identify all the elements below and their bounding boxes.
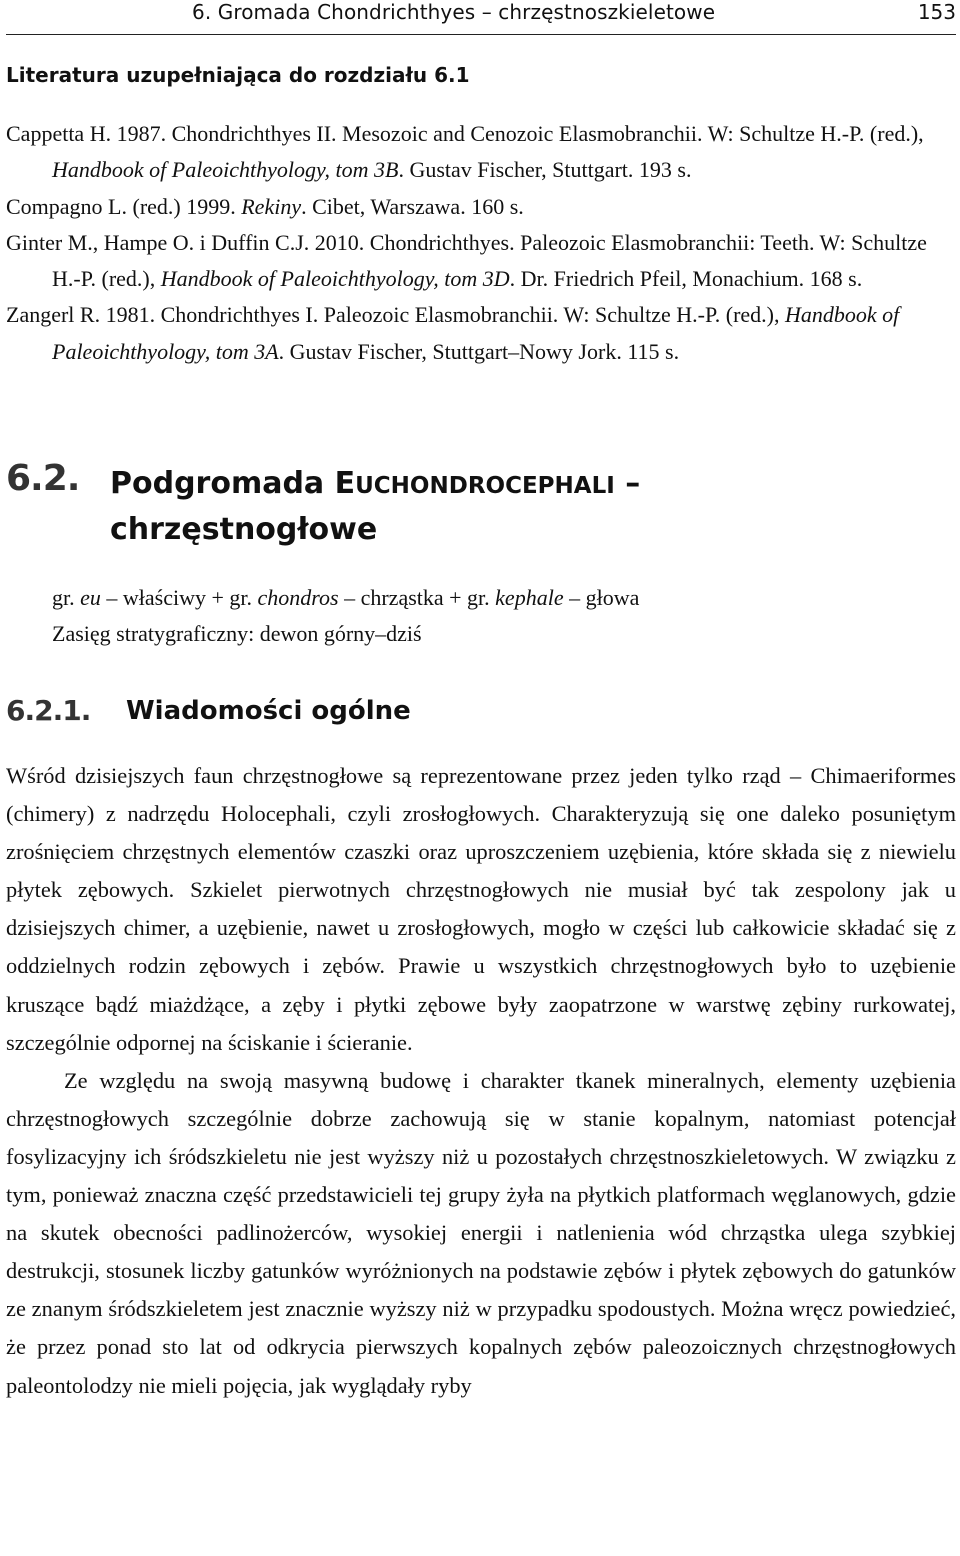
page-number: 153 bbox=[917, 0, 956, 24]
reference-item: Compagno L. (red.) 1999. Rekiny. Cibet, Warszawa. 160 s. bbox=[6, 193, 524, 219]
subsection-title: Wiadomości ogólne bbox=[126, 696, 411, 726]
running-head-title: 6. Gromada Chondrichthyes – chrzęstnoszkieletowe bbox=[192, 0, 716, 24]
section-number: 6.2. bbox=[6, 458, 80, 499]
subsection-number: 6.2.1. bbox=[6, 694, 91, 727]
etymology-line: gr. eu – właściwy + gr. chondros – chrząstka + gr. kephale – głowa bbox=[52, 585, 640, 610]
header-rule bbox=[6, 34, 956, 35]
paragraph: Wśród dzisiejszych faun chrzęstnogłowe są reprezentowane przez jeden tylko rząd – Chimaeriformes (chimery) z nadrzędu Holocephali, czyli zrosłogłowych. Charakteryzują się one daleko posuniętym zrośnięciem chrzęstnych elementów czaszki oraz uproszczeniem uzębienia, które składa się z niewielu płytek zębowych. Szkielet pierwotnych chrzęstnogłowych nie musiał być tak zespolony jak u dzisiejszych chimer, a uzębienie, nawet u zrosłogłowych, mogło w części lub całkowicie składać się z oddzielnych rodzin zębowych i zębów. Prawie u wszystkich chrzęstnogłowych było to uzębienie kruszące bądź miażdżące, a zęby i płytki zębowe były zaopatrzone w warstwę zębiny rurkowatej, szczególnie odpornej na ściskanie i ścieranie. bbox=[6, 763, 956, 1055]
paragraph: Ze względu na swoją masywną budowę i charakter tkanek mineralnych, elementy uzębienia chrzęstnogłowych szczególnie dobrze zachowują się w stanie kopalnym, natomiast potencjał fosylizacyjny ich śródszkieletu nie jest wyższy niż u pozostałych chrzęstnoszkieletowych. W związku z tym, ponieważ znaczna część przedstawicieli tej grupy żyła na płytkich platformach węglanowych, gdzie na skutek obecności padlinożerców, wysokiej energii i natlenienia wód chrząstka ulega szybkiej destrukcji, stosunek liczby gatunków wyróżnionych na podstawie zębów i płytek zębowych do gatunków ze znanym śródszkieletem jest znacznie wyższy niż w przypadku spodoustych. Można wręcz powiedzieć, że przez ponad sto lat od odkrycia pierwszych kopalnych zębów paleozoicznych chrzęstnogłowych paleontolodzy nie mieli pojęcia, jak wyglądały ryby bbox=[6, 1067, 956, 1398]
running-head bbox=[6, 0, 956, 34]
reference-item: Ginter M., Hampe O. i Duffin C.J. 2010. Chondrichthyes. Paleozoic Elasmobranchii: Teeth. W: Schultze H.-P. (red.), Handbook of Paleoichthyology, tom 3D. Dr. Friedrich Pfeil, Monachium. 168 s. bbox=[6, 229, 927, 292]
reference-list bbox=[6, 116, 956, 370]
literature-heading: Literatura uzupełniająca do rozdziału 6.1 bbox=[6, 63, 470, 87]
body-text bbox=[6, 757, 956, 1405]
section-title: Podgromada EUCHONDROCEPHALI – chrzęstnogłowe bbox=[110, 466, 641, 547]
reference-item: Zangerl R. 1981. Chondrichthyes I. Paleozoic Elasmobranchii. W: Schultze H.-P. (red.), Handbook of Paleoichthyology, tom 3A. Gustav Fischer, Stuttgart–Nowy Jork. 115 s. bbox=[6, 302, 900, 364]
etymology bbox=[52, 580, 639, 652]
stratigraphic-range: Zasięg stratygraficzny: dewon górny–dziś bbox=[52, 621, 422, 646]
reference-item: Cappetta H. 1987. Chondrichthyes II. Mesozoic and Cenozoic Elasmobranchii. W: Schultze H.-P. (red.), Handbook of Paleoichthyology, tom 3B. Gustav Fischer, Stuttgart. 193 s. bbox=[6, 121, 924, 183]
